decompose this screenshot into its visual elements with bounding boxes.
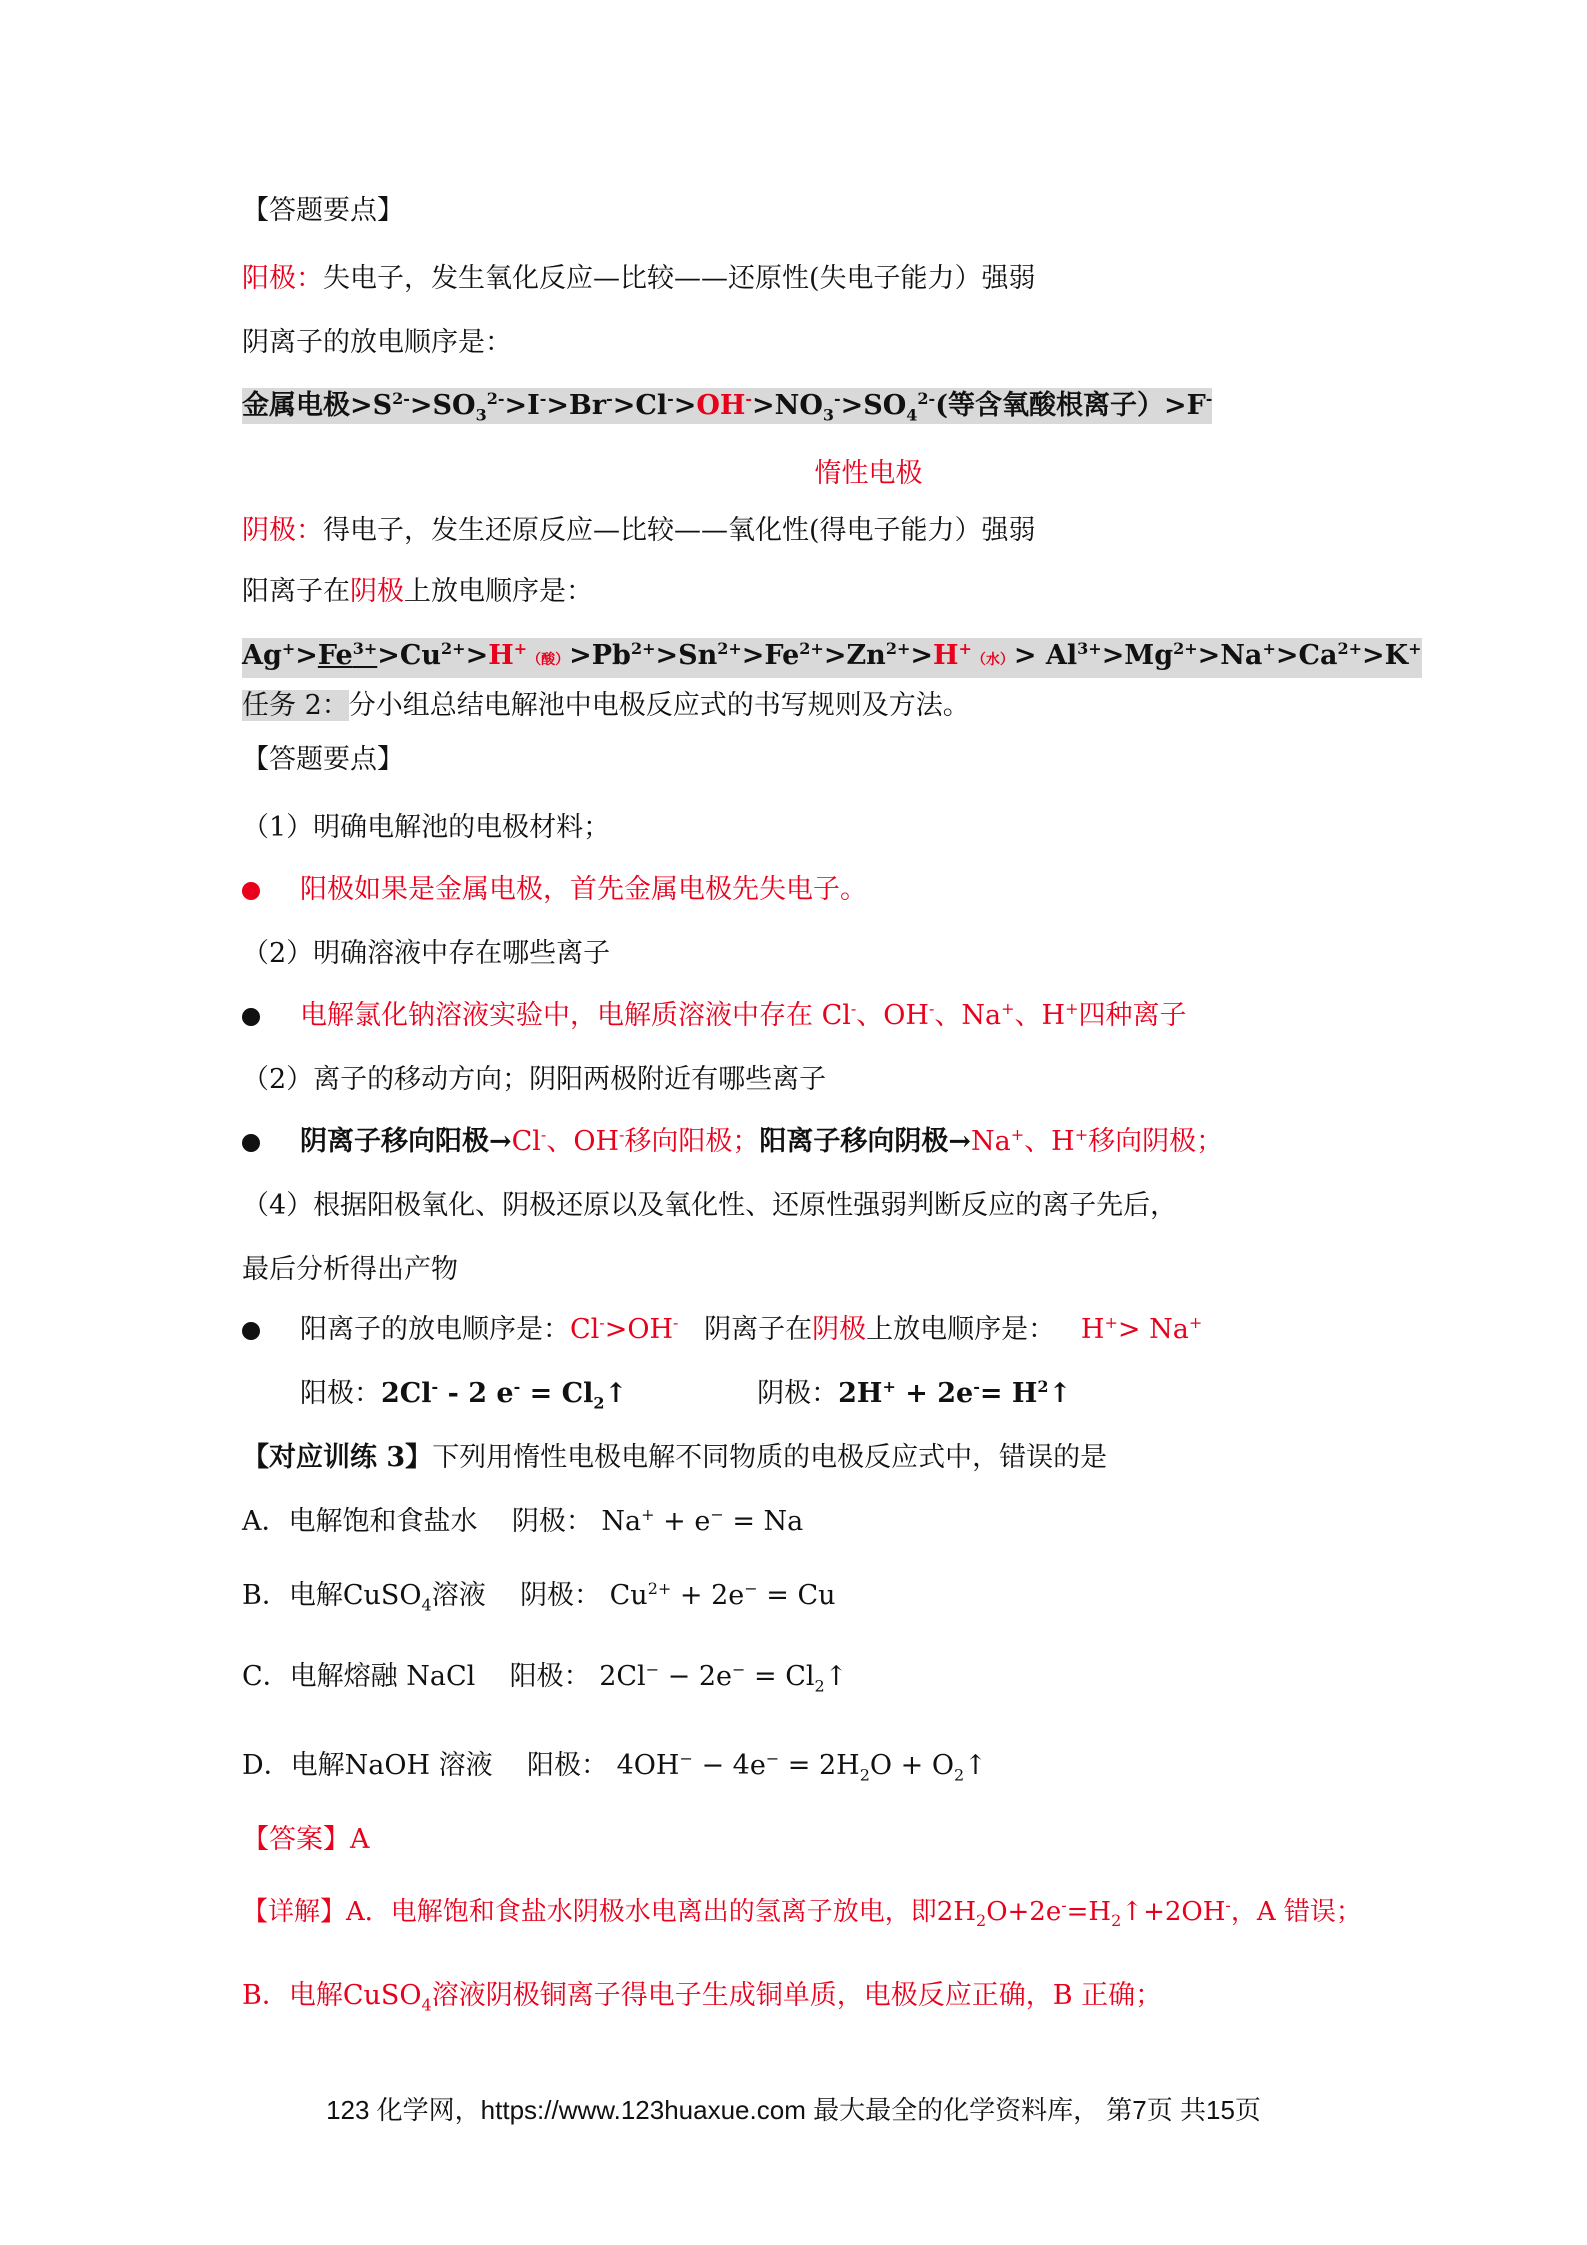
option-d-pole: 阳极： <box>527 1750 608 1781</box>
bullet4-text: 阳离子的放电顺序是：Cl->OH- 阴离子在阴极上放电顺序是： H+> Na+ <box>300 1313 1203 1345</box>
task2 <box>242 688 970 724</box>
detail-a-text: A．电解饱和食盐水阴极水电离出的氢离子放电，即 <box>346 1897 937 1927</box>
option-d-post: 溶液 <box>438 1750 493 1781</box>
electrode-equations: 阳极：2Cl- - 2 $e^- = Cl_2↑$ 阴极：$2H^+ + 2e^-= H^2↑$ <box>300 1377 1072 1413</box>
bullet4-b: 阴离子在 <box>704 1314 813 1345</box>
bullet-dot-2 <box>242 1008 260 1026</box>
option-b-pre: 电解 <box>288 1580 343 1611</box>
detail-a: 【详解】A．电解饱和食盐水阴极水电离出的氢离子放电，即$2H_2O+2e^-=H_2↑+2OH^-$，A 错误； <box>242 1895 1362 1931</box>
bullet3-b: 移向阳极； <box>624 1126 760 1157</box>
bullet-dot-1 <box>242 882 260 900</box>
detail-b-pre: B．电解 <box>242 1980 343 2011</box>
anode-eq-label: 阳极： <box>300 1378 381 1409</box>
step1: （1）明确电解池的电极材料； <box>242 812 611 843</box>
training-question <box>242 1440 1107 1476</box>
option-b-letter: B． <box>242 1580 289 1611</box>
bullet2-post: 四种离子 <box>1078 1000 1187 1031</box>
bullet2-pre: 电解氯化钠溶液实验中，电解质溶液中存在 Cl <box>300 1000 851 1031</box>
cation-order-sequence: $Ag^+>Fe^{3+}>Cu^{2+}>H^+$（酸）$>Pb^{2+}>Sn^{2+}>Fe^{2+}>Zn^{2+}>H^+$（水）> $Al^{3+}>Mg^{2+}>Na^+>Ca^{2+}>K^+$ <box>242 638 1422 678</box>
bullet3-d: 移向阴极； <box>1088 1126 1224 1157</box>
step4-line1: （4）根据阳极氧化、阴极还原以及氧化性、还原性强弱判断反应的离子先后， <box>242 1190 1178 1221</box>
detail-b-post: 溶液阴极铜离子得电子生成铜单质，电极反应正确，B 正确； <box>431 1980 1163 2011</box>
detail-label: 【详解】 <box>242 1897 347 1927</box>
option-b: B．电解CuSO$_4$溶液 阴极： $Cu^{2+} + 2e^- = Cu$ <box>242 1579 836 1615</box>
cation-order-pre: 阳离子在 <box>242 576 350 607</box>
bullet3-c: 阳离子移向阴极→ <box>759 1126 972 1157</box>
training-text: 下列用惰性电极电解不同物质的电极反应式中，错误的是 <box>432 1442 1108 1473</box>
option-a-pole: 阴极： <box>511 1506 593 1537</box>
training-label: 【对应训练 3】 <box>242 1442 433 1473</box>
bullet4-a: 阳离子的放电顺序是： <box>300 1314 570 1345</box>
answer-points-heading-1: 【答题要点】 <box>242 195 404 226</box>
cathode-text: 得电子，发生还原反应—比较——氧化性(得电子能力）强弱 <box>323 515 1036 546</box>
cathode-eq-label: 阴极： <box>757 1378 839 1409</box>
cation-order-title <box>242 574 593 610</box>
task2-label: 任务 2： <box>242 690 349 721</box>
anode-label: 阳极： <box>242 263 323 294</box>
bullet4-d: 上放电顺序是： <box>866 1314 1056 1345</box>
cation-order-red: 阴极 <box>350 576 404 607</box>
bullet-dot-3 <box>242 1134 260 1152</box>
anion-order-title: 阴离子的放电顺序是： <box>242 327 512 358</box>
bullet4-c: 阴极 <box>812 1314 867 1345</box>
option-c-letter: C． <box>242 1661 290 1692</box>
answer-line: 【答案】A <box>242 1824 370 1855</box>
option-c-text: 电解熔融 NaCl <box>289 1661 476 1692</box>
bullet-dot-4 <box>242 1322 260 1340</box>
option-d-letter: D． <box>242 1750 291 1781</box>
option-a-letter: A． <box>242 1506 289 1537</box>
step4-line2: 最后分析得出产物 <box>242 1254 458 1285</box>
bullet3-a: 阴离子移向阳极→ <box>300 1126 512 1157</box>
option-a-text: 电解饱和食盐水 <box>288 1506 478 1537</box>
bullet2-text: 电解氯化钠溶液实验中，电解质溶液中存在 Cl-、OH-、Na+、H+四种离子 <box>300 999 1187 1031</box>
anion-order-sequence: 金属电极$>S^{2-}>SO_3^{2-}>I^->Br^->Cl^->OH^->NO_3^->SO_4^{2-}$(等含氧酸根离子）>F- <box>242 389 1213 425</box>
bullet1-text: 阳极如果是金属电极，首先金属电极先失电子。 <box>300 874 867 905</box>
option-d-pre: 电解 <box>290 1750 345 1781</box>
cathode-label: 阴极： <box>242 515 323 546</box>
option-c-pole: 阳极： <box>509 1661 591 1692</box>
cation-order-post: 上放电顺序是： <box>404 576 593 607</box>
detail-b: B．电解CuSO$_4$溶液阴极铜离子得电子生成铜单质，电极反应正确，B 正确； <box>242 1980 1163 2015</box>
option-d: D．电解NaOH 溶液 阳极： $4OH^- - 4e^- = 2H_2O$ + $O_2↑$ <box>242 1749 987 1785</box>
option-b-post: 溶液 <box>431 1580 486 1611</box>
answer-points-heading-2: 【答题要点】 <box>242 744 404 775</box>
bullet3-text: 阴离子移向阳极→Cl-、OH-移向阳极；阳离子移向阴极→Na+、H+移向阴极； <box>300 1125 1224 1157</box>
task2-text: 分小组总结电解池中电极反应式的书写规则及方法。 <box>348 690 970 721</box>
anode-text: 失电子，发生氧化反应—比较——还原性(失电子能力）强弱 <box>323 263 1036 294</box>
option-c: C．电解熔融 NaCl 阳极： $2Cl^- - 2e^- = Cl_2↑$ <box>242 1660 848 1696</box>
step3: （2）离子的移动方向；阴阳两极附近有哪些离子 <box>242 1064 827 1095</box>
option-a: A．电解饱和食盐水 阴极： Na+ + e− = Na <box>242 1505 804 1537</box>
step2: （2）明确溶液中存在哪些离子 <box>242 938 611 969</box>
detail-a-end: ，A 错误； <box>1230 1897 1362 1927</box>
cathode-rule <box>242 513 1036 549</box>
anode-rule <box>242 261 1036 297</box>
option-b-pole: 阴极： <box>520 1580 602 1611</box>
inert-electrode-label: 惰性电极 <box>814 458 923 489</box>
page-footer: 123 化学网，https://www.123huaxue.com 最大最全的化学资料库， 第7页 共15页 <box>326 2095 1261 2125</box>
